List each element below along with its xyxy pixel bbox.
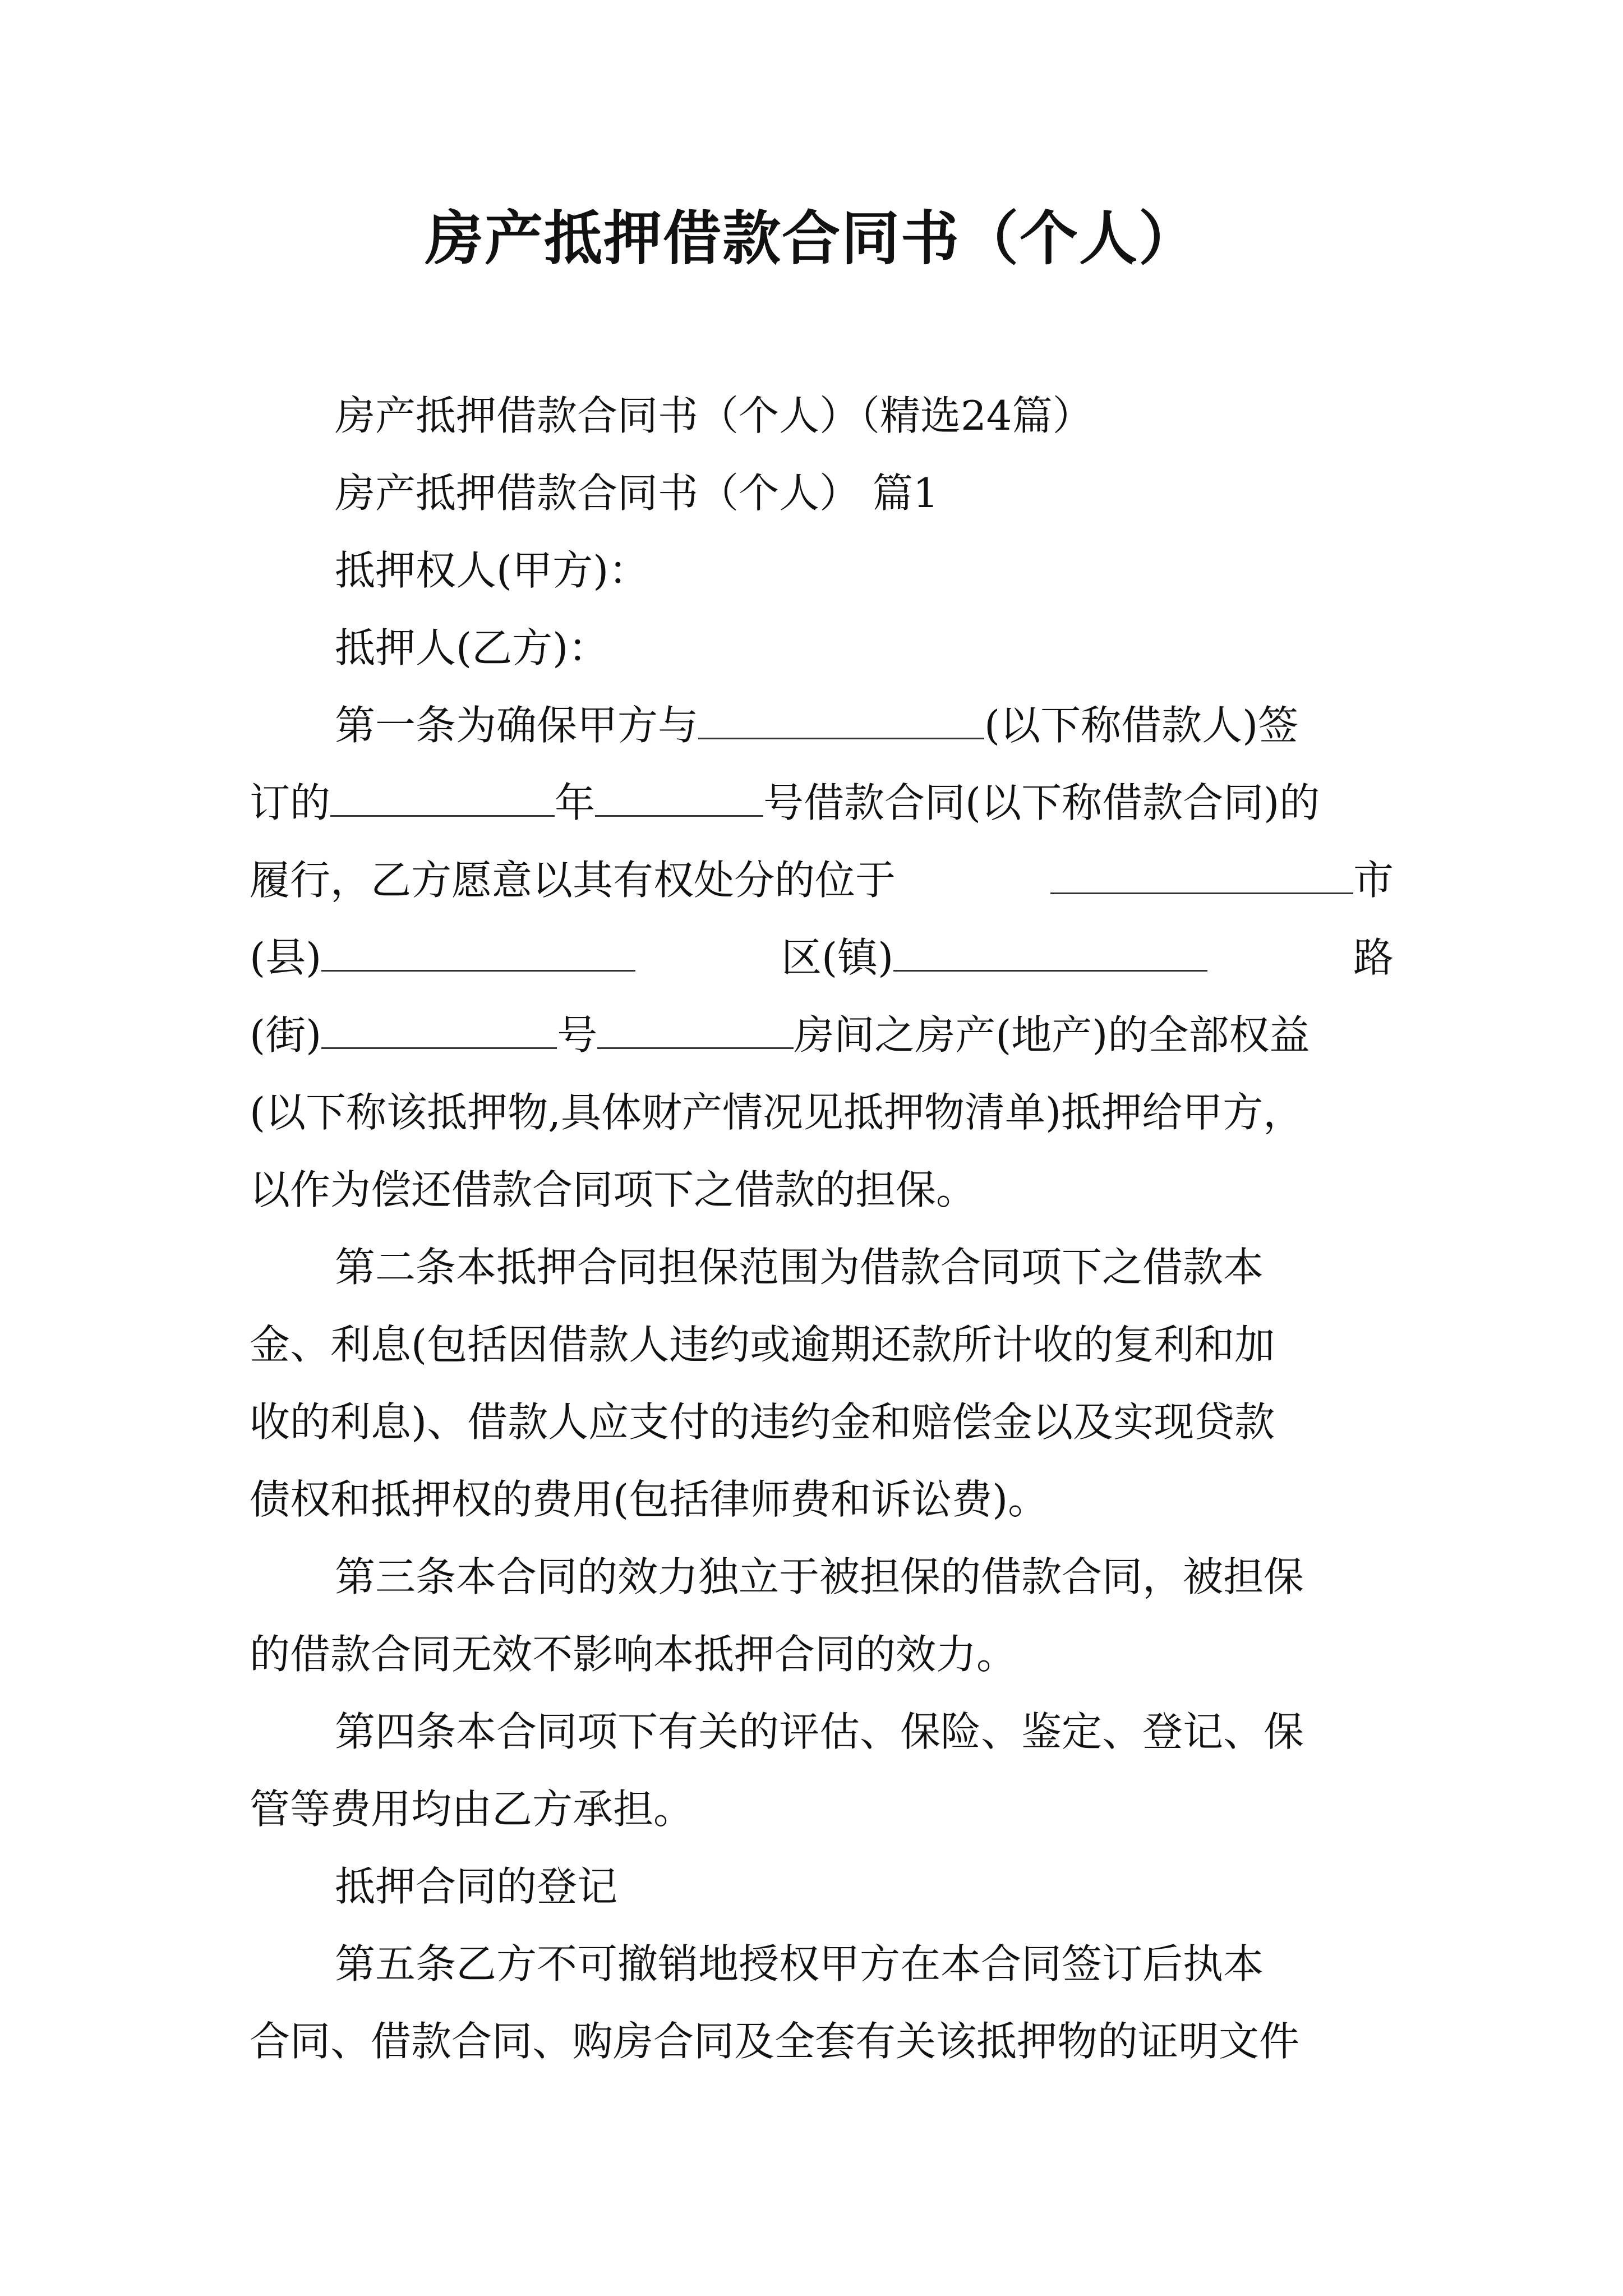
text-fragment: 号 — [557, 1011, 598, 1059]
fill-in-blank-county — [321, 935, 635, 972]
text-line-15: 债权和抵押权的费用(包括律师费和诉讼费)。 — [250, 1476, 1049, 1523]
text-fragment: 房间之房产(地产)的全部权益 — [794, 1011, 1310, 1059]
text-line-3: 抵押权人(甲方)： — [335, 547, 649, 594]
fill-in-blank-district — [893, 935, 1207, 972]
text-fragment: 号借款合同(以下称借款合同)的 — [763, 779, 1320, 826]
text-line-10: (以下称该抵押物,具体财产情况见抵押物清单)抵押给甲方， — [250, 1089, 1304, 1136]
text-fragment: 路 — [1353, 934, 1394, 981]
text-line-8 — [250, 919, 1394, 996]
fill-in-blank-contract-number — [595, 780, 763, 817]
text-fragment: 区(镇) — [781, 934, 894, 981]
text-line-6 — [250, 764, 1394, 841]
text-line-21: 第五条乙方不可撤销地授权甲方在本合同签订后执本 — [335, 1940, 1264, 1987]
fill-in-blank-contract-year — [330, 780, 555, 817]
text-fragment: (街) — [250, 1011, 322, 1059]
document-body — [250, 377, 1394, 2080]
text-fragment: (以下称借款人)签 — [984, 702, 1299, 749]
fill-in-blank-city — [1050, 858, 1353, 894]
text-fragment: 第一条为确保甲方与 — [335, 702, 699, 749]
text-fragment: 市 — [1353, 857, 1394, 904]
text-line-14: 收的利息)、借款人应支付的违约金和赔偿金以及实现贷款 — [250, 1398, 1275, 1446]
text-fragment: 订的 — [250, 779, 331, 826]
text-line-16: 第三条本合同的效力独立于被担保的借款合同，被担保 — [335, 1553, 1304, 1600]
text-line-4: 抵押人(乙方)： — [335, 624, 609, 671]
text-line-1: 房产抵押借款合同书（个人）（精选24篇） — [335, 392, 1093, 439]
fill-in-blank-street — [321, 1013, 557, 1049]
text-line-9 — [250, 996, 1394, 1074]
document-title: 房产抵押借款合同书（个人） — [425, 204, 1198, 273]
fill-in-blank-room — [597, 1013, 794, 1049]
text-line-7 — [250, 841, 1394, 919]
fill-in-blank-borrower — [698, 703, 984, 739]
text-line-22: 合同、借款合同、购房合同及全套有关该抵押物的证明文件 — [250, 2018, 1300, 2065]
section-heading-registration: 抵押合同的登记 — [335, 1863, 618, 1910]
text-line-2: 房产抵押借款合同书（个人） 篇1 — [335, 470, 939, 517]
text-fragment: 履行，乙方愿意以其有权处分的位于 — [250, 857, 896, 904]
text-fragment: 年 — [555, 779, 596, 826]
text-line-18: 第四条本合同项下有关的评估、保险、鉴定、登记、保 — [335, 1708, 1304, 1755]
text-line-12: 第二条本抵押合同担保范围为借款合同项下之借款本 — [335, 1244, 1264, 1291]
text-line-11: 以作为偿还借款合同项下之借款的担保。 — [250, 1166, 977, 1213]
text-fragment: (县) — [250, 934, 322, 981]
text-line-13: 金、利息(包括因借款人违约或逾期还款所计收的复利和加 — [250, 1321, 1275, 1368]
text-line-17: 的借款合同无效不影响本抵押合同的效力。 — [250, 1631, 1017, 1678]
text-line-5 — [250, 687, 1394, 764]
text-line-19: 管等费用均由乙方承担。 — [250, 1786, 694, 1833]
